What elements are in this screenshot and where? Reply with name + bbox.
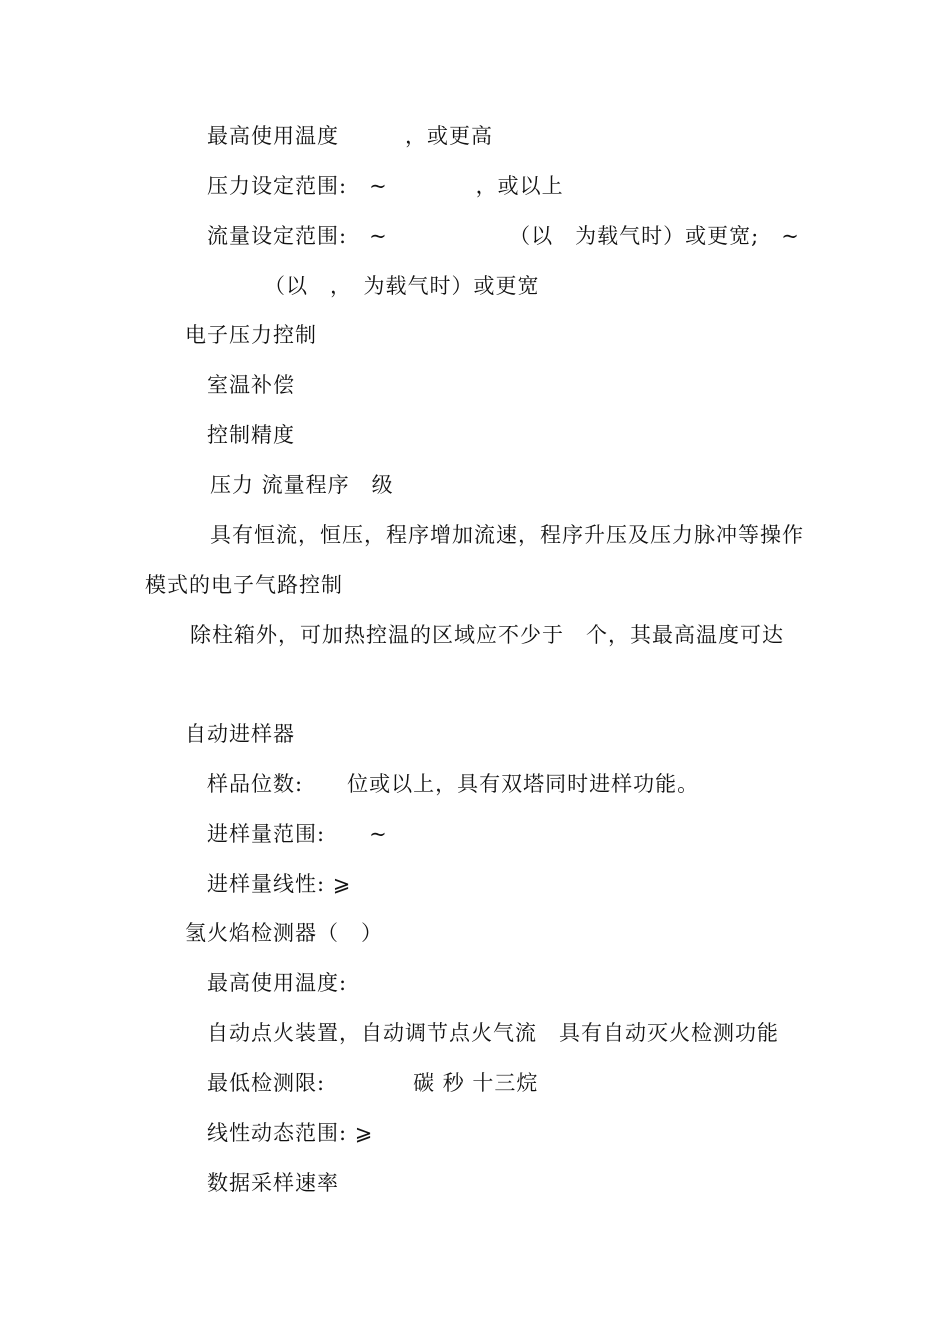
spec-line-auto-ignition: 自动点火装置，自动调节点火气流 具有自动灭火检测功能 <box>207 1021 779 1045</box>
spec-line-flow-range-continued: （以 ， 为载气时）或更宽 <box>264 274 540 298</box>
spec-line-linear-dynamic-range: 线性动态范围: ⩾ <box>207 1121 374 1145</box>
spec-line-pressure-range: 压力设定范围: ~ ，或以上 <box>207 174 564 198</box>
spec-line-operation-modes: 具有恒流，恒压，程序增加流速，程序升压及压力脉冲等操作 <box>210 523 804 547</box>
spec-line-operation-modes-continued: 模式的电子气路控制 <box>145 573 343 597</box>
spec-line-detection-limit: 最低检测限: 碳 秒 十三烷 <box>207 1071 539 1095</box>
spec-line-fid-max-temperature: 最高使用温度: <box>207 971 348 995</box>
spec-line-max-temperature: 最高使用温度 ，或更高 <box>207 124 493 148</box>
spec-line-heated-zones: 除柱箱外，可加热控温的区域应不少于 个，其最高温度可达 <box>190 623 784 647</box>
section-heading-fid: 氢火焰检测器（ ） <box>185 921 383 945</box>
spec-line-injection-volume-range: 进样量范围: ~ <box>207 822 388 846</box>
spec-line-flow-range: 流量设定范围: ~ （以 为载气时）或更宽; ~ <box>207 224 800 248</box>
spec-line-injection-linearity: 进样量线性: ⩾ <box>207 872 352 896</box>
spec-line-sample-positions: 样品位数: 位或以上，具有双塔同时进样功能。 <box>207 772 700 796</box>
spec-line-pressure-flow-program: 压力 流量程序 级 <box>210 473 394 497</box>
section-heading-autosampler: 自动进样器 <box>185 722 295 746</box>
section-heading-electronic-pressure: 电子压力控制 <box>185 323 317 347</box>
spec-line-control-precision: 控制精度 <box>207 423 295 447</box>
spec-line-room-temp-compensation: 室温补偿 <box>207 373 295 397</box>
spec-line-data-sampling-rate: 数据采样速率 <box>207 1171 339 1195</box>
